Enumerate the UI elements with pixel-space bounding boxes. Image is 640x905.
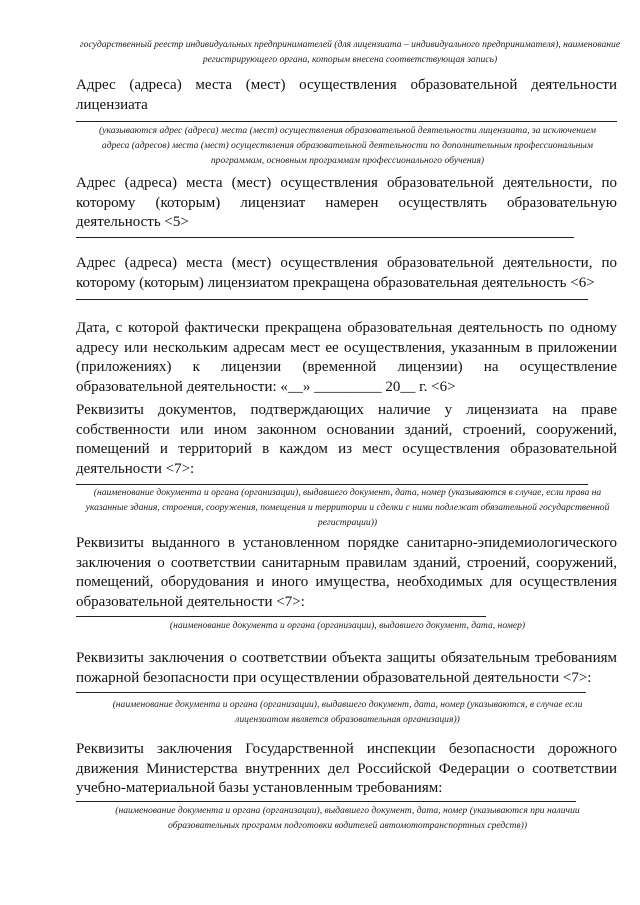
s5-title: Реквизиты документов, подтверждающих наличие у лицензиата на праве собственности или ином законном основании зданий, строений, сооружений, помещений и территорий в каждом из мест осуществления образовательной деятельности <7>:: [76, 402, 617, 477]
s6-note: (наименование документа и органа (организации), выдавшего документ, дата, номер): [169, 620, 526, 631]
s2-fill-line[interactable]: [76, 237, 574, 238]
s1-fill-line[interactable]: [76, 121, 617, 122]
s4-title: Дата, с которой фактически прекращена образовательная деятельность по одному адресу или нескольким адресам мест ее осуществления, указанным в приложении (приложениях) к лицензии (временной лицензии) на осуществление образовательной деятельности: «__» _________ 20__ г. <6>: [76, 320, 617, 395]
s3-title: Адрес (адреса) места (мест) осуществления образовательной деятельности, по которому (которым) лицензиатом прекращена образовательная деятельность <6>: [76, 255, 617, 291]
top-note: государственный реестр индивидуальных предпринимателей (для лицензиата – индивидуального предпринимателя), наименование регистрирующего органа, которым внесена соответствующая запись): [79, 39, 621, 65]
s8-fill-line[interactable]: [76, 801, 576, 802]
s7-title: Реквизиты заключения о соответствии объекта защиты обязательным требованиям пожарной безопасности при осуществлении образовательной деятельности <7>:: [76, 650, 617, 686]
s1-note: (указываются адрес (адреса) места (мест) осуществления образовательной деятельности лицензиата, за исключением адреса (адресов) места (мест) осуществления образовательной деятельности по дополнительным профессиональным программам, основным программам профессионального обучения): [99, 125, 596, 166]
s8-title: Реквизиты заключения Государственной инспекции безопасности дорожного движения Министерства внутренних дел Российской Федерации о соответствии учебно-материальной базы установленным требованиям:: [76, 741, 617, 796]
s7-fill-line[interactable]: [76, 692, 586, 693]
s7-note: (наименование документа и органа (организации), выдавшего документ, дата, номер (указываются, в случае если лицензиатом является образовательная организация)): [112, 699, 583, 725]
s3-fill-line[interactable]: [76, 299, 588, 300]
s2-title: Адрес (адреса) места (мест) осуществления образовательной деятельности, по которому (которым) лицензиат намерен осуществлять образовательную деятельность <5>: [76, 175, 617, 230]
s1-title: Адрес (адреса) места (мест) осуществления образовательной деятельности лицензиата: [76, 77, 617, 113]
s5-note: (наименование документа и органа (организации), выдавшего документ, дата, номер (указываются в случае, если права на указанные здания, строения, сооружения, помещения и территории и сделки с ними подлежат обязательной государственной регистрации)): [85, 487, 610, 528]
s8-note: (наименование документа и органа (организации), выдавшего документ, дата, номер (указываются при наличии образовательных программ подготовки водителей автомототранспортных средств)): [115, 805, 580, 831]
s6-fill-line[interactable]: [76, 616, 486, 617]
s6-title: Реквизиты выданного в установленном порядке санитарно-эпидемиологического заключения о соответствии санитарным правилам зданий, строений, сооружений, помещений, оборудования и иного имущества, необходимых для осуществления образовательной деятельности <7>:: [76, 535, 617, 610]
